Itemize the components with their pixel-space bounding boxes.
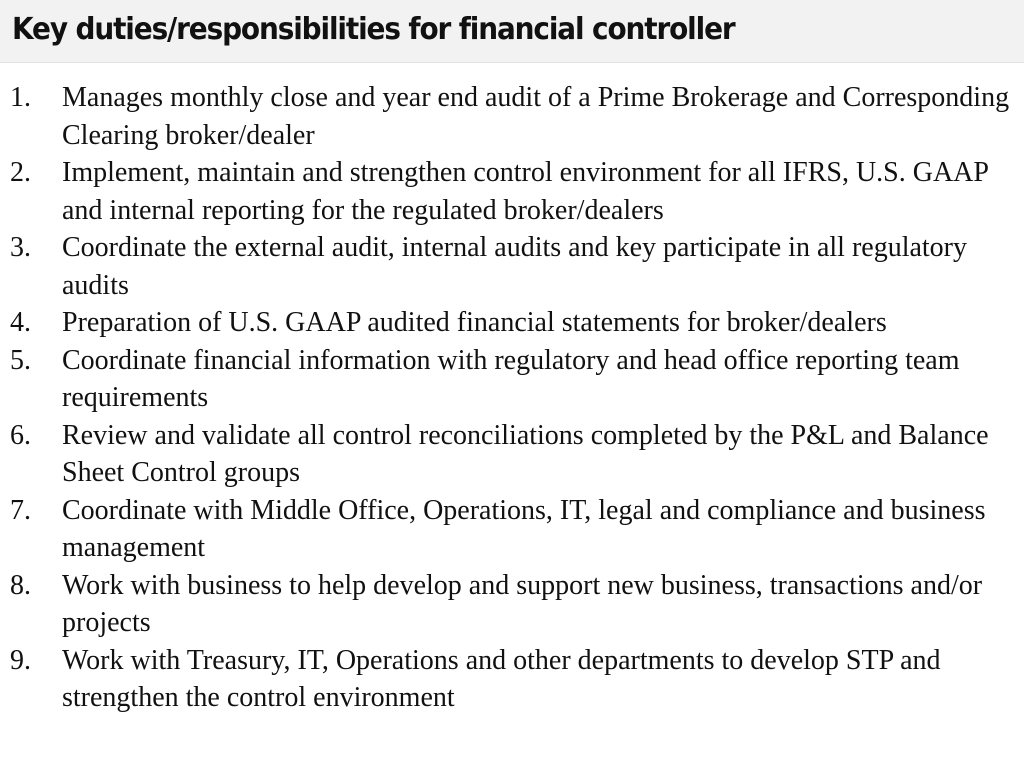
list-item-text: Review and validate all control reconciliations completed by the P&L and Balance Sheet Control groups bbox=[62, 419, 989, 488]
duties-list bbox=[0, 79, 1024, 717]
list-item-text: Manages monthly close and year end audit of a Prime Brokerage and Corresponding Clearing broker/dealer bbox=[62, 82, 1010, 151]
list-item-number: 3. bbox=[10, 232, 31, 263]
list-item bbox=[0, 79, 1024, 154]
list-item bbox=[0, 492, 1024, 567]
list-item bbox=[0, 567, 1024, 642]
list-item-text: Preparation of U.S. GAAP audited financial statements for broker/dealers bbox=[62, 307, 887, 338]
list-item-text: Implement, maintain and strengthen control environment for all IFRS, U.S. GAAP and internal reporting for the regulated broker/dealers bbox=[62, 157, 988, 226]
list-item-text: Work with Treasury, IT, Operations and other departments to develop STP and strengthen the control environment bbox=[62, 644, 941, 713]
list-item-number: 5. bbox=[10, 344, 31, 376]
list-item bbox=[0, 342, 1024, 417]
list-item-number: 2. bbox=[10, 157, 31, 188]
title-bar bbox=[0, 0, 1024, 63]
slide-title: Key duties/responsibilities for financial controller bbox=[12, 12, 735, 47]
list-item-number: 4. bbox=[10, 307, 31, 338]
list-item-text: Coordinate the external audit, internal audits and key participate in all regulatory audits bbox=[62, 232, 968, 301]
list-item bbox=[0, 417, 1024, 492]
list-item bbox=[0, 154, 1024, 229]
list-item-text: Work with business to help develop and support new business, transactions and/or projects bbox=[62, 569, 983, 638]
list-item bbox=[0, 229, 1024, 304]
list-item-text: Coordinate financial information with regulatory and head office reporting team requirements bbox=[62, 344, 960, 413]
list-item bbox=[0, 642, 1024, 717]
list-item-number: 8. bbox=[10, 569, 31, 601]
list-item-number: 7. bbox=[10, 494, 31, 526]
list-item bbox=[0, 304, 1024, 342]
list-item-number: 6. bbox=[10, 419, 31, 451]
list-item-number: 9. bbox=[10, 644, 31, 676]
list-item-number: 1. bbox=[10, 82, 31, 113]
list-item-text: Coordinate with Middle Office, Operations, IT, legal and compliance and business management bbox=[62, 494, 986, 563]
